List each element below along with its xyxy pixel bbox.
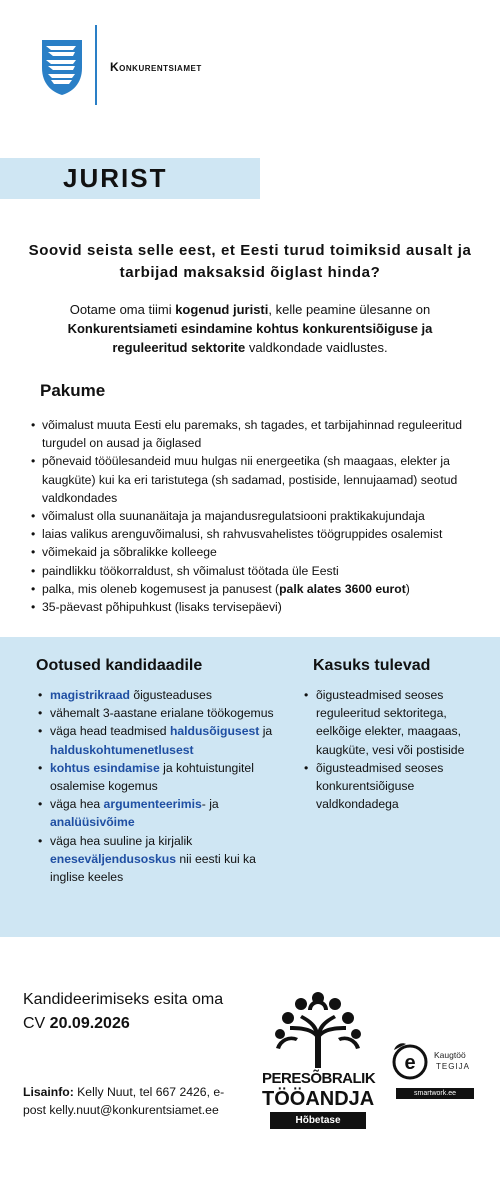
job-title: JURIST (63, 163, 168, 193)
expectation-text: nii eesti kui ka inglise keeles (50, 851, 256, 885)
award-title-line2: TÖÖANDJA (262, 1088, 375, 1110)
family-tree-icon (268, 988, 368, 1068)
coat-of-arms-icon (40, 38, 84, 96)
benefits-heading: Kasuks tulevad (313, 657, 431, 674)
lead-question: Soovid seista selle eest, et Eesti turud toimiksid ausalt ja tarbijad maksaksid õiglast hinda? (28, 242, 472, 281)
offer-item-salary (42, 580, 482, 598)
family-friendly-employer-badge (262, 988, 376, 1148)
expectations-heading: Ootused kandidaadile (36, 657, 203, 674)
offer-item: • paindlikku töökorraldust, sh võimalust töötada üle Eesti (42, 562, 482, 580)
offer-item: • võimalust olla suunanäitaja ja majandusregulatsiooni praktikakujundaja (42, 507, 482, 525)
expectation-highlight: kohtus esindamise (50, 760, 160, 775)
remote-work-badge (388, 1040, 478, 1102)
intro-text: valdkondade vaidlustes. (245, 340, 388, 355)
expectation-item: • vähemalt 3-aastane erialane töökogemus (50, 704, 280, 722)
offer-item: • laias valikus arenguvõimalusi, sh rahvusvahelistes töögruppides osalemist (42, 525, 482, 543)
expectation-text: ja kohtuistungitel osalemise kogemus (50, 760, 254, 794)
offer-list (42, 416, 482, 616)
award-title-line1: PERESÕBRALIK (262, 1070, 376, 1087)
deadline-date: 20.09.2026 (49, 1015, 130, 1032)
expectation-item (50, 722, 280, 758)
benefit-item: • õigusteadmised seoses konkurentsiõiguse valdkondadega (316, 759, 491, 814)
intro-text: , kelle peamine ülesanne on (268, 302, 431, 317)
expectation-item (50, 759, 280, 795)
intro-emphasis: Konkurentsiameti esindamine kohtus konkurentsiõiguse ja reguleeritud sektorite (67, 321, 433, 355)
smartwork-e-logo-icon (388, 1040, 430, 1082)
intro-paragraph (30, 300, 470, 357)
award-level: Hõbetase (270, 1112, 366, 1129)
svg-text:e: e (404, 1052, 416, 1074)
expectation-text: väga hea (50, 797, 104, 812)
expectation-highlight: analüüsivõime (50, 815, 135, 830)
header-divider (95, 25, 97, 105)
application-deadline (23, 988, 243, 1036)
expectation-text: - ja (201, 797, 219, 812)
offer-heading: Pakume (40, 381, 106, 400)
expectation-item (50, 832, 280, 887)
header (0, 0, 500, 130)
contact-text: Kelly Nuut, tel 667 2426, e-post kelly.nuut@konkurentsiamet.ee (23, 1085, 225, 1118)
offer-item: • põnevaid tööülesandeid muu hulgas nii energeetika (sh maagaas, elekter ja kaugküte) kui ka eri taristutega (sh sadamad, postiside, lennujaamad) seotud valdkondades (42, 452, 482, 507)
expectation-text: õigusteaduses (129, 688, 212, 702)
smartwork-line2: TEGIJA (436, 1062, 471, 1071)
expectation-highlight: eneseväljendusoskus (50, 851, 176, 866)
offer-item: • võimekaid ja sõbralikke kolleege (42, 543, 482, 561)
contact-label: Lisainfo: (23, 1085, 74, 1099)
salary-text: palka, mis oleneb kogemusest ja panusest ( (42, 581, 280, 596)
job-title-band (0, 158, 260, 199)
intro-emphasis: kogenud juristi (175, 302, 269, 317)
offer-item: • 35-päevast põhipuhkust (lisaks tervisepäevi) (42, 598, 482, 616)
apply-text: Kandideerimiseks esita oma CV (23, 991, 224, 1032)
offer-item: • võimalust muuta Eesti elu paremaks, sh tagades, et tarbijahinnad reguleeritud turgudel on ausad ja õiglased (42, 416, 482, 452)
expectation-highlight: argumenteerimis (103, 797, 202, 812)
expectation-text: ja (259, 724, 273, 739)
expectation-highlight: halduskohtumenetlusest (50, 742, 194, 757)
expectation-item (50, 686, 280, 704)
expectation-item (50, 795, 280, 831)
organization-name: Konkurentsiamet (110, 60, 202, 74)
contact-info (23, 1083, 243, 1119)
salary-amount: palk alates 3600 eurot (279, 581, 406, 596)
expectation-text: väga hea suuline ja kirjalik (50, 833, 193, 848)
expectation-highlight: magistrikraad (50, 688, 130, 702)
expectation-highlight: haldusõigusest (169, 724, 260, 739)
benefit-item: • õigusteadmised seoses reguleeritud sektoritega, eelkõige elekter, maagaas, kaugküte, vesi või postiside (316, 686, 491, 759)
salary-text: ) (405, 581, 410, 596)
benefits-list (316, 686, 491, 813)
expectation-text: väga head teadmised (50, 724, 170, 739)
smartwork-link: smartwork.ee (396, 1088, 474, 1099)
smartwork-line1: Kaugtöö (434, 1050, 466, 1060)
expectations-list (50, 686, 280, 886)
intro-text: Ootame oma tiimi (69, 302, 176, 317)
